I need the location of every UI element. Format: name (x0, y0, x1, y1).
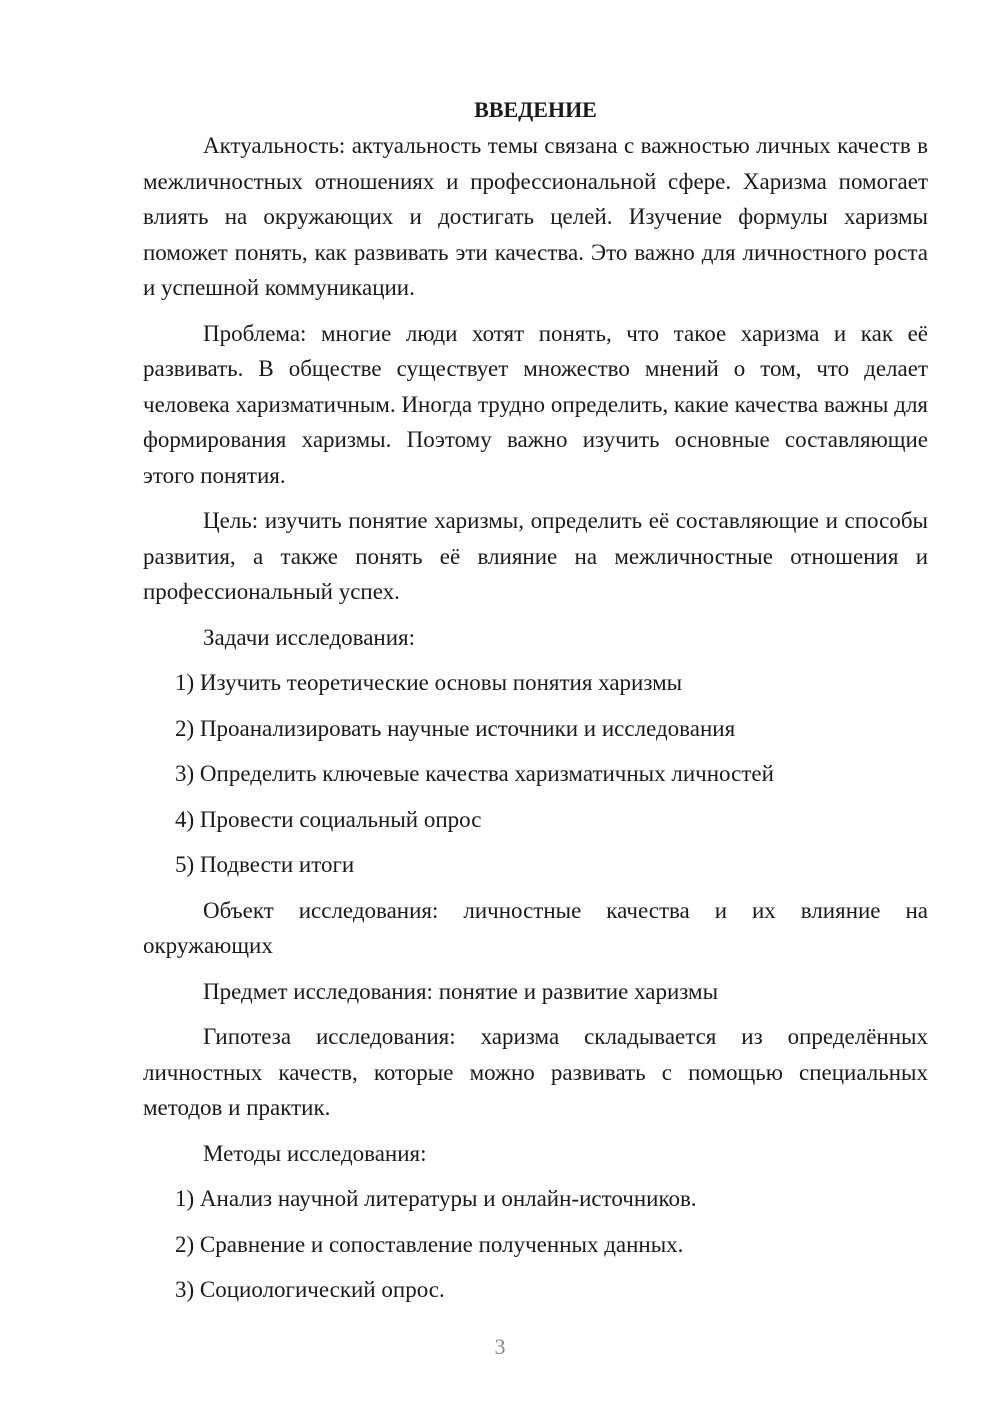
task-item-2: 2) Проанализировать научные источники и исследования (175, 715, 736, 741)
task-item-1: 1) Изучить теоретические основы понятия харизмы (175, 670, 683, 695)
task-item-4: 4) Провести социальный опрос (175, 806, 482, 832)
task-item-5: 5) Подвести итоги (175, 852, 355, 877)
relevance-paragraph: Актуальность: актуальность темы связана с важностью личных качеств в межличностных отношениях и профессиональной сфере. Харизма помогает влиять на окружающих и достигать целей. Изучение формулы харизмы поможет понять, как развивать эти качества. Это важно для личностного роста и успешной коммуникации. (143, 133, 928, 300)
tasks-heading: Задачи исследования: (203, 624, 416, 650)
subject-paragraph: Предмет исследования: понятие и развитие харизмы (203, 978, 719, 1004)
hypothesis-paragraph: Гипотеза исследования: харизма складывается из определённых личностных качеств, которые можно развивать с помощью специальных методов и практик. (143, 1024, 928, 1120)
object-paragraph: Объект исследования: личностные качества и их влияние на окружающих (143, 897, 928, 958)
method-item-3: 3) Социологический опрос. (175, 1277, 445, 1302)
method-item-1: 1) Анализ научной литературы и онлайн-источников. (175, 1186, 697, 1211)
section-title: ВВЕДЕНИЕ (474, 97, 597, 122)
problem-paragraph: Проблема: многие люди хотят понять, что такое харизма и как её развивать. В обществе существует множество мнений о том, что делает человека харизматичным. Иногда трудно определить, какие качества важны для формирования харизмы. Поэтому важно изучить основные составляющие этого понятия. (143, 320, 928, 488)
methods-heading: Методы исследования: (203, 1140, 427, 1166)
task-item-3: 3) Определить ключевые качества харизматичных личностей (175, 761, 774, 786)
method-item-2: 2) Сравнение и сопоставление полученных данных. (175, 1231, 684, 1257)
page-number: 3 (494, 1334, 506, 1359)
page-content (143, 92, 928, 1318)
tasks-list (143, 665, 928, 883)
goal-paragraph: Цель: изучить понятие харизмы, определить её составляющие и способы развития, а также понять её влияние на межличностные отношения и профессиональный успех. (143, 508, 928, 604)
methods-list (143, 1181, 928, 1308)
